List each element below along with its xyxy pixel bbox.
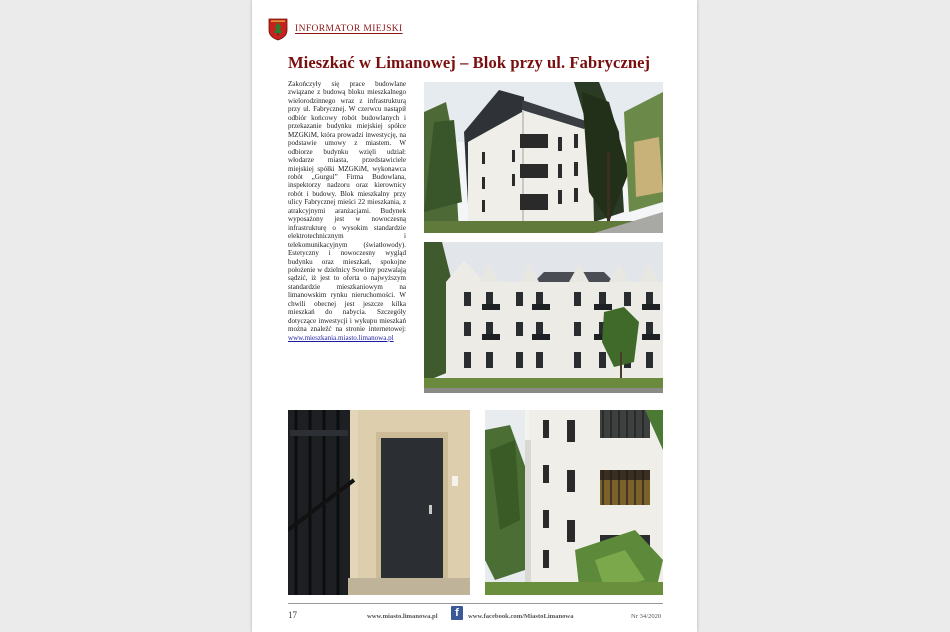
photo-building-corner [424,82,663,233]
footer-website[interactable]: www.miasto.limanowa.pl [367,613,438,620]
facebook-icon: f [451,606,463,620]
article-body-text: Zakończyły się prace budowlane związane z budową bloku mieszkalnego wielorodzinnego wraz z infrastrukturą przy ul. Fabrycznej. W czerwcu nastąpił odbiór końcowy robót budowlanych i przekazanie budynku miejskiej spółce MZGKiM, która prowadzi inwestycję, na podstawie umowy z miastem. W odbiorze budynku wzięli udział: włodarze miasta, przedstawiciele miejskiej spółki MZGKiM, wykonawca robót „Gurgul” Firma Budowlana, inspektorzy nadzoru oraz kierownicy robót i budowy. Blok mieszkalny przy ulicy Fabrycznej mieści 22 mieszkania, z atrakcyjnymi aranżacjami. Budynek wyposażony jest w nowoczesną infrastrukturę o wysokim standardzie elektrotechnicznym i telekomunikacyjnym (światłowody). Estetyczny i nowoczesny wygląd budynku oraz mieszkań, spokojne położenie w dzielnicy Sowliny pozwalają sądzić, iż jest to oferta o najwyższym standardzie mieszkaniowym na limanowskim rynku nieruchomości. W chwili obecnej jest jeszcze kilka mieszkań do nabycia. Szczegóły dotyczące inwestycji i wykupu mieszkań można znaleźć na stronie internetowej: [288,80,406,334]
footer-divider [288,603,663,604]
photo-building-facade [424,242,663,393]
article-link[interactable]: www.mieszkania.miasto.limanowa.pl [288,333,394,342]
article-title: Mieszkać w Limanowej – Blok przy ul. Fabrycznej [288,53,651,72]
article-body [288,80,406,342]
header-title: INFORMATOR MIEJSKI [295,24,403,34]
page-header [268,16,403,42]
page-number: 17 [288,610,297,620]
limanowa-crest-icon [268,17,288,41]
magazine-page [252,0,697,632]
issue-number: Nr 34/2020 [631,613,662,620]
photo-interior-door [288,410,470,595]
footer-facebook[interactable]: www.facebook.com/MiastoLimanowa [468,613,574,620]
photo-balconies [485,410,663,595]
